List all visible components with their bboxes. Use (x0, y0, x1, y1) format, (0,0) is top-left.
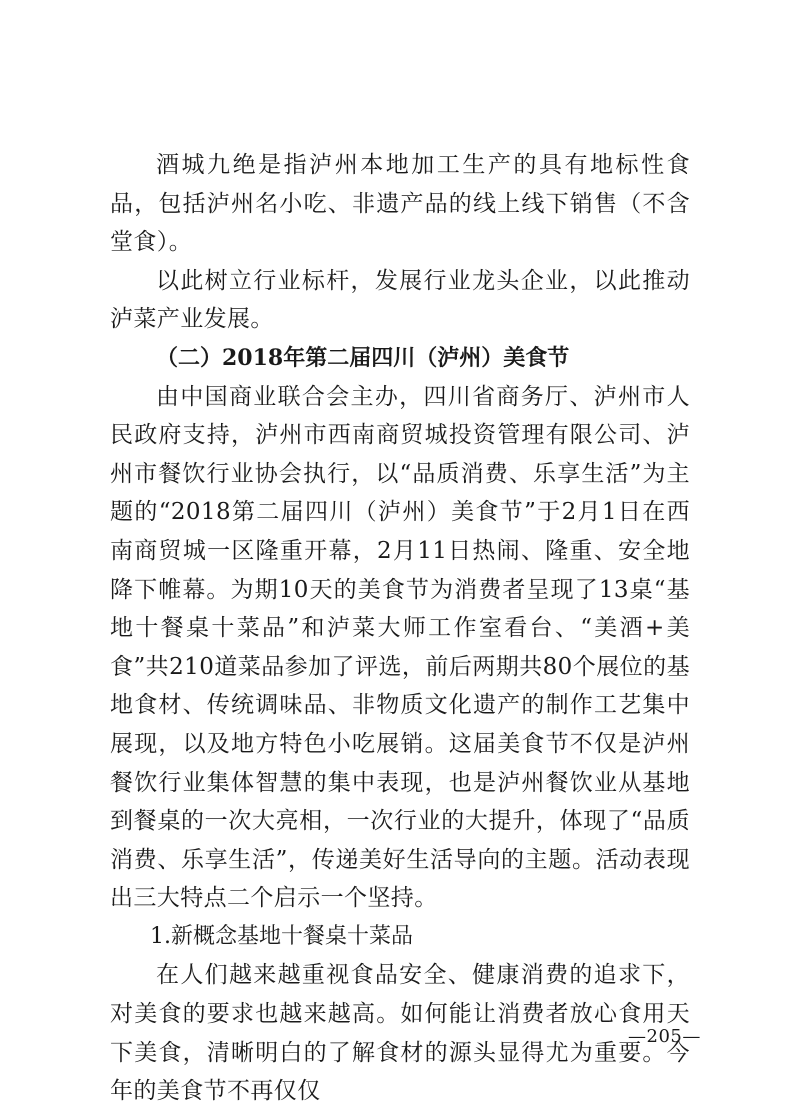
document-body (110, 146, 690, 1111)
paragraph-industry-benchmark: 以此树立行业标杆，发展行业龙头企业，以此推动泸菜产业发展。 (110, 267, 690, 333)
page-number: —205— (628, 1026, 701, 1047)
paragraph-food-safety: 在人们越来越重视食品安全、健康消费的追求下，对美食的要求也越来越高。如何能让消费者放心食用天下美食，清晰明白的了解食材的源头显得尤为重要。今年的美食节不再仅仅 (110, 962, 690, 1105)
section-heading-food-festival: （二）2018年第二届四川（泸州）美食节 (156, 344, 570, 371)
paragraph-festival-description: 由中国商业联合会主办，四川省商务厅、泸州市人民政府支持，泸州市西南商贸城投资管理有限公司、泸州市餐饮行业协会执行，以“品质消费、乐享生活”为主题的“2018第二届四川（泸州）美食节”于2月1日在西南商贸城一区隆重开幕，2月11日热闹、隆重、安全地降下帷幕。为期10天的美食节为消费者呈现了13桌“基地十餐桌十菜品”和泸菜大师工作室看台、“美酒+美食”共210道菜品参加了评选，前后两期共80个展位的基地食材、传统调味品、非物质文化遗产的制作工艺集中展现，以及地方特色小吃展销。这届美食节不仅是泸州餐饮行业集体智慧的集中表现，也是泸州餐饮业从基地到餐桌的一次大亮相，一次行业的大提升，体现了“品质消费、乐享生活”，传递美好生活导向的主题。活动表现出三大特点二个启示一个坚持。 (110, 383, 690, 912)
subsection-heading-new-concept: 1.新概念基地十餐桌十菜品 (150, 923, 413, 949)
paragraph-jiucheng-jiujue: 酒城九绝是指泸州本地加工生产的具有地标性食品，包括泸州名小吃、非遗产品的线上线下销售（不含堂食）。 (110, 152, 690, 256)
